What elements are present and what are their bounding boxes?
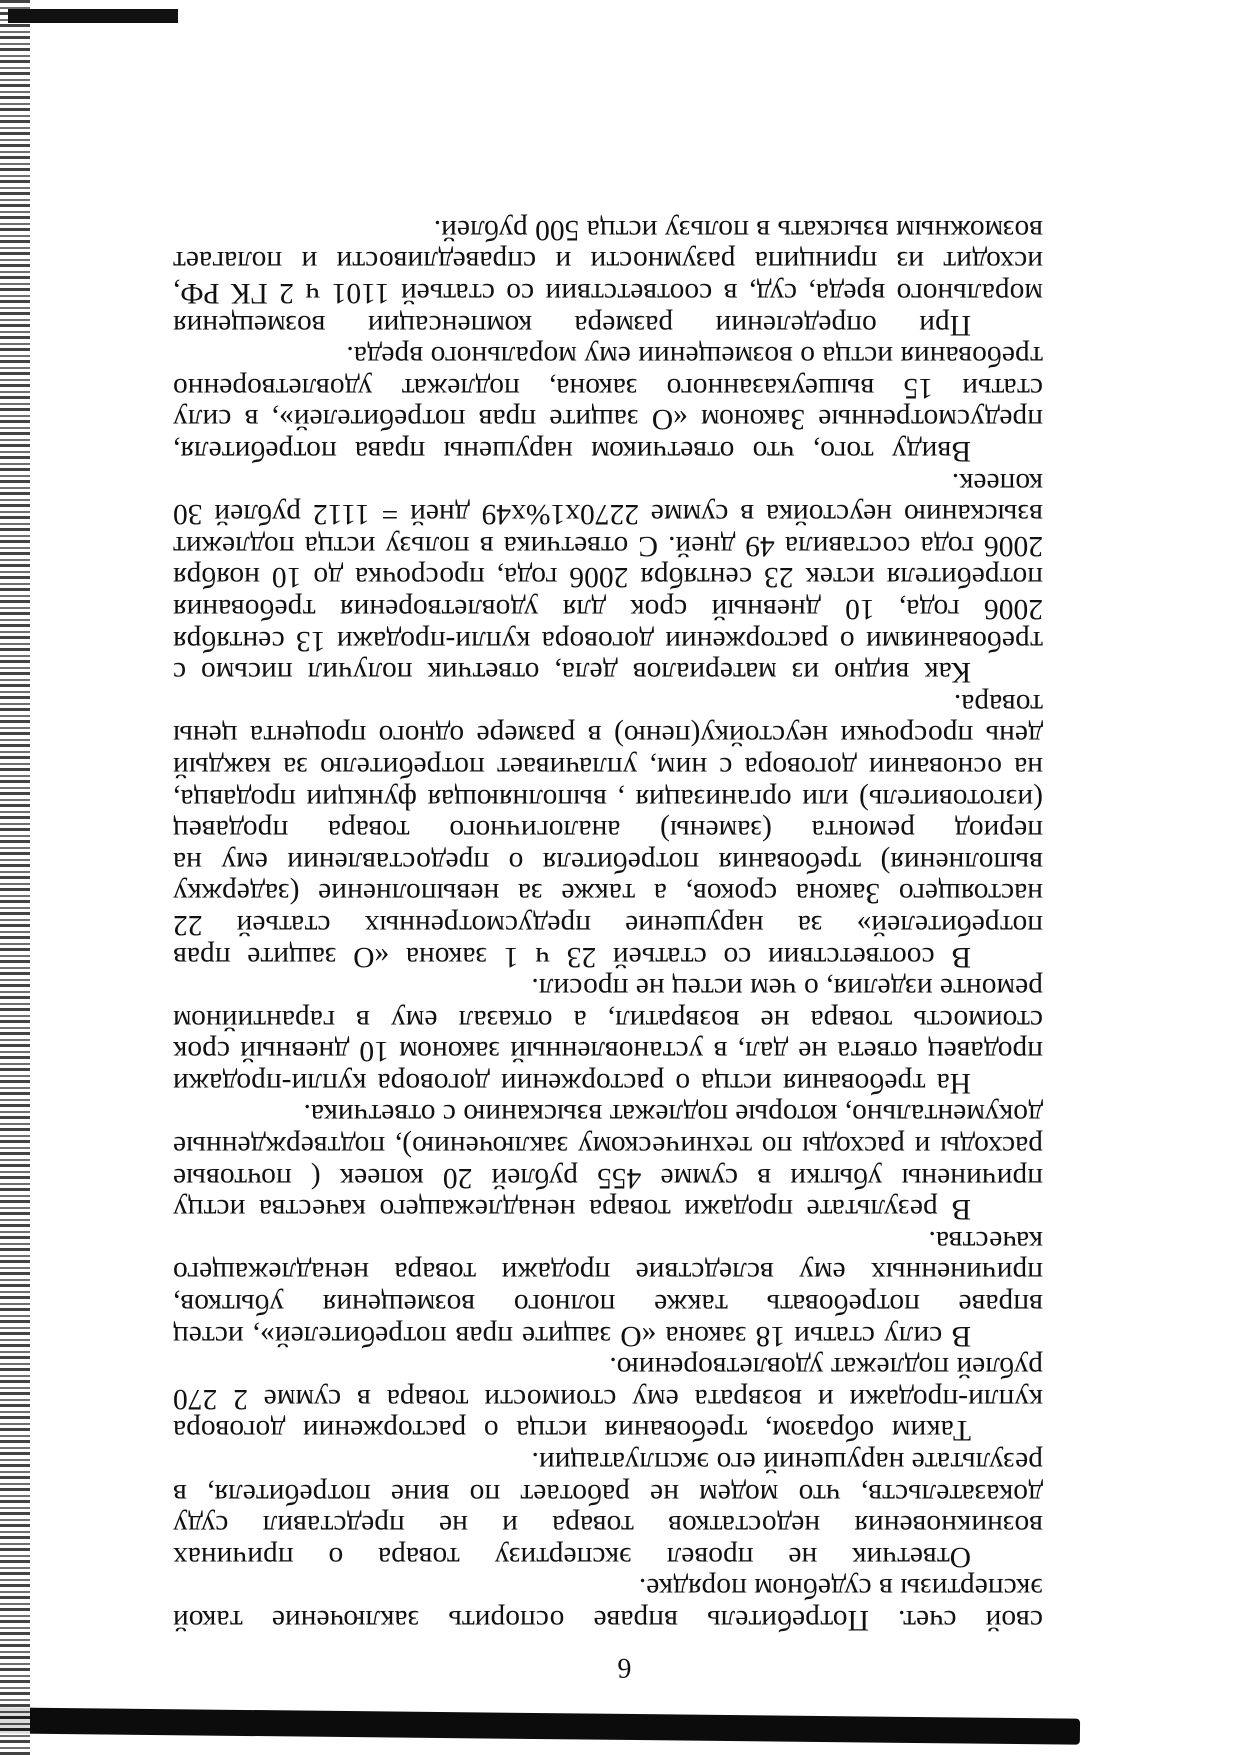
paragraph: Таким образом, требования истца о расторжении договора купли-продажи и возврата ему стоимости товара в сумме 2 270 рублей подлежат удовлетворению. (173, 1351, 1043, 1447)
page-number: 6 (616, 1652, 632, 1683)
paragraph: Ввиду того, что ответчиком нарушены права потребителя, предусмотренные Законом «О защите прав потребителей», в силу статьи 15 вышеуказанного закона, подлежат удовлетворенно требования истца о возмещении ему морального вреда. (173, 340, 1043, 468)
paragraph: В результате продажи товара ненадлежащего качества истцу причинены убытки в сумме 455 рублей 20 копеек ( почтовые расходы и расходы по техническому заключению), подтвержденные документально, которые подлежат взысканию с ответчика. (173, 1098, 1043, 1226)
paragraph: При определении размера компенсации возмещения морального вреда, суд, в соответствии со статьей 1101 ч 2 ГК РФ, исходит из принципа разумности и справедливости и полагает возможным взыскать в пользу истца 500 рублей. (173, 213, 1043, 341)
paragraph: В соответствии со статьей 23 ч 1 закона «О защите прав потребителей» за нарушение предусмотренных статьей 22 настоящего Закона сроков, а также за невыполнение (задержку выполнения) требования потребителя о предоставлении ему на период ремонта (замены) аналогичного товара продавец (изготовитель) или организация , выполняющая функции продавца, на основании договора с ним, уплачивает потребителю за каждый день просрочки неустойку(пеню) в размере одного процента цены товара. (173, 687, 1043, 973)
paragraph: Как видно из материалов дела, ответчик получил письмо с требованиями о расторжении договора купли-продажи 13 сентября 2006 года, 10 дневный срок для удовлетворения требования потребителя истек 23 сентября 2006 года, просрочка до 10 ноября 2006 года составила 49 дней. С ответчика в пользу истца подлежит взысканию неустойка в сумме 2270х1%х49 дней = 1112 рублей 30 копеек. (173, 466, 1043, 689)
scan-shadow-bar (0, 1707, 1080, 1744)
paragraph: На требования истца о расторжении договора купли-продажи продавец ответа не дал, в установленный законом 10 дневный срок стоимость товара не возвратил, а отказал ему в гарантийном ремонте изделия, о чем истец не просил. (173, 972, 1043, 1099)
scan-edge-noise (0, 0, 30, 1755)
paragraph: Ответчик не провел экспертизу товара о причинах возникновения недостатков товара и не представил суду доказательств, что модем не работает по вине потребителя, в результате нарушений его эксплуатации. (173, 1446, 1043, 1573)
paragraph: свой счет. Потребитель вправе оспорить заключение такой экспертизы в судебном порядке. (173, 1572, 1043, 1636)
body-text (173, 213, 1043, 1635)
scan-corner-mark (8, 9, 178, 23)
paragraph: В силу статьи 18 закона «О защите прав потребителей», истец вправе потребовать также полного возмещения убытков, причиненных ему вследствие продажи товара ненадлежащего качества. (173, 1224, 1043, 1352)
